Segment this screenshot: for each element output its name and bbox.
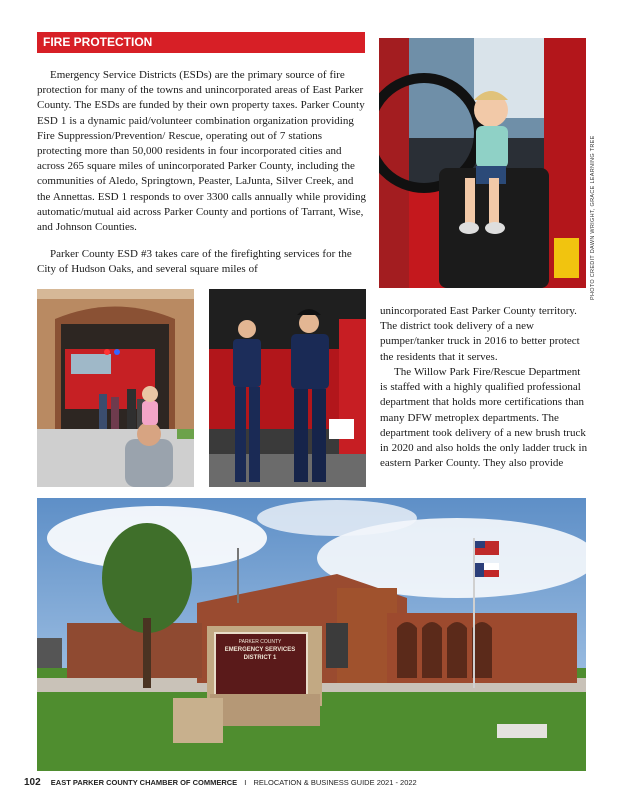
- paragraph-esd3-cont: unincorporated East Parker County territory. The district took delivery of a new pumper/tanker truck in 2016 to better protect the residents that it serves.: [380, 305, 580, 363]
- page-number: 102: [24, 777, 41, 788]
- footer-guide-title: RELOCATION & BUSINESS GUIDE 2021 - 2022: [253, 778, 417, 787]
- page-footer: [24, 776, 604, 790]
- photo-credit: PHOTO CREDIT DAWN WRIGHT, GRACE LEARNING TREE: [590, 135, 596, 300]
- photo-station-exterior: [37, 498, 586, 771]
- paragraph-esd3-start: Parker County ESD #3 takes care of the firefighting services for the City of Hudson Oaks, and several square miles of: [37, 248, 352, 276]
- photo-firefighters: [209, 289, 366, 487]
- photo-station-bay: [37, 289, 194, 487]
- sign-line-2: EMERGENCY SERVICES DISTRICT 1: [224, 647, 296, 661]
- footer-organization: EAST PARKER COUNTY CHAMBER OF COMMERCE: [50, 778, 238, 787]
- section-title: FIRE PROTECTION: [43, 35, 153, 49]
- paragraph-esd1: Emergency Service Districts (ESDs) are the primary source of fire protection for many of the towns and unincorporated areas of East Parker County. The ESDs are funded by their own property taxes. Parker County ESD 1 is a dynamic paid/volunteer combination organization providing Fire Suppression/Prevention/ Rescue, operating out of 7 stations protecting more than 50,000 residents in four incorporated cities and across 265 square miles of unincorporated Parker County, including the communities of Aledo, Springtown, Peaster, LaJunta, Silver Creek, and the Annettas. ESD 1 responds to over 3300 calls annually while providing automatic/mutual aid across Parker County and portions of Tarrant, Wise, and Johnson Counties.: [37, 69, 366, 234]
- paragraph-willow-park: The Willow Park Fire/Rescue Department is staffed with a highly qualified professional department that holds more certifications than many DFW metroplex departments. The department took delivery of a new brush truck in 2020 and also holds the only ladder truck in eastern Parker County. They also provide: [380, 366, 588, 470]
- section-title-banner: [37, 32, 365, 53]
- footer-separator: I: [244, 778, 247, 787]
- photo-child-in-firetruck: [379, 38, 586, 288]
- sign-line-1: PARKER COUNTY: [238, 639, 282, 645]
- station-sign: [220, 638, 300, 678]
